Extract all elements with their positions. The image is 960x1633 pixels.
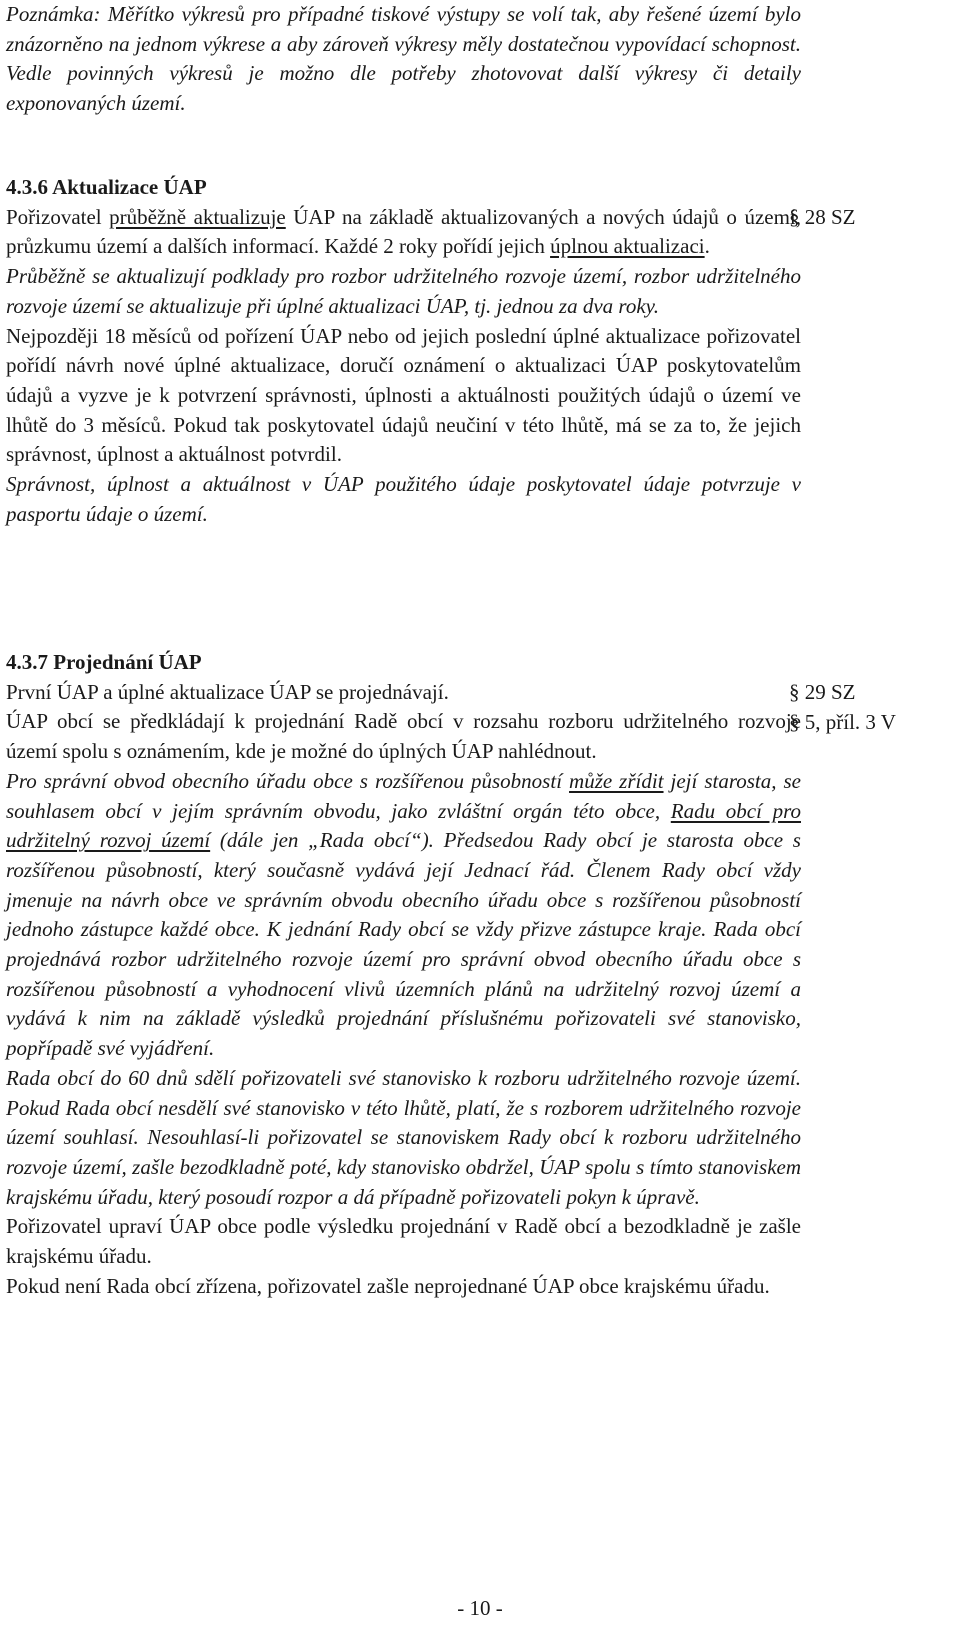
- council-paragraph: [6, 767, 801, 1064]
- note-paragraph: Poznámka: Měřítko výkresů pro případné tiskové výstupy se volí tak, aby řešené území bylo znázorněno na jednom výkrese a aby zároveň výkresy měly dostatečnou vypovídací schopnost. Vedle povinných výkresů je možno dle potřeby zhotovovat další výkresy či detaily exponovaných území.: [6, 2, 801, 116]
- section-4-3-6: [6, 173, 801, 529]
- underlined-text: může zřídit: [569, 768, 664, 793]
- text-span: ÚAP na základě aktualizovaných a nových údajů o území, průzkumu území a dalších informací. Každé 2 roky pořídí jejich: [6, 204, 801, 259]
- note-block: [6, 0, 801, 119]
- body-paragraph: Pořizovatel upraví ÚAP obce podle výsledku projednání v Radě obcí a bezodkladně je zašle krajskému úřadu.: [6, 1214, 801, 1269]
- margin-reference: § 28 SZ: [789, 205, 856, 229]
- update-paragraph: [6, 203, 801, 262]
- text-span: Pořizovatel: [6, 204, 110, 229]
- text-span: Pro správní obvod obecního úřadu obce s rozšířenou působností: [6, 768, 570, 793]
- body-paragraph: Pokud není Rada obcí zřízena, pořizovatel zašle neprojednané ÚAP obce krajskému úřadu.: [6, 1273, 770, 1298]
- body-paragraph: ÚAP obcí se předkládají k projednání Radě obcí v rozsahu rozboru udržitelného rozvoje území spolu s oznámením, kde je možné do úplných ÚAP nahlédnout.: [6, 709, 801, 764]
- margin-reference: § 5, příl. 3 V: [789, 710, 896, 734]
- margin-reference: § 29 SZ: [789, 680, 856, 704]
- italic-paragraph: Průběžně se aktualizují podklady pro rozbor udržitelného rozvoje území, rozbor udržitelného rozvoje území se aktualizuje při úplné aktualizaci ÚAP, tj. jednou za dva roky.: [6, 264, 801, 318]
- section-4-3-7: [6, 648, 801, 1301]
- italic-paragraph: Rada obcí do 60 dnů sdělí pořizovateli své stanovisko k rozboru udržitelného rozvoje území. Pokud Rada obcí nesdělí své stanovisko v této lhůtě, platí, že s rozborem udržitelného rozvoje území souhlasí. Nesouhlasí-li pořizovatel se stanoviskem Rady obcí k rozboru udržitelného rozvoje území, zašle bezodkladně poté, kdy stanovisko obdržel, ÚAP spolu s tímto stanoviskem krajskému úřadu, který posoudí rozpor a dá případně pořizovateli pokyn k úpravě.: [6, 1065, 801, 1209]
- text-span: (dále jen „Rada obcí“). Předsedou Rady obcí je starosta obce s rozšířenou působností, který současně vydává její Jednací řád. Členem Rady obcí vždy jmenuje na návrh obce ve správním obvodu obecního úřadu obce s rozšířenou působností jednoho zástupce každé obce. K jednání Rady obcí se vždy přizve zástupce kraje. Rada obcí projednává rozbor udržitelného rozvoje území pro správní obvod obecního úřadu obce s rozšířenou působností a vyhodnocení vlivů územních plánů na udržitelný rozvoj území a vydává k nim na základě výsledků projednání příslušnému pořizovateli své stanovisko, popřípadě své vyjádření.: [6, 828, 801, 1061]
- text-span: .: [704, 234, 710, 259]
- underlined-text: úplnou aktualizaci: [550, 234, 705, 259]
- page-number: - 10 -: [457, 1596, 503, 1620]
- italic-paragraph: Správnost, úplnost a aktuálnost v ÚAP použitého údaje poskytovatel údaje potvrzuje v pasportu údaje o území.: [6, 472, 801, 526]
- document-page: [6, 0, 960, 1633]
- underlined-text: Radu obcí pro udržitelný rozvoj území: [6, 798, 801, 853]
- text-span: její starosta, se souhlasem obcí v jejím správním obvodu, jako zvláštní orgán této obce,: [6, 768, 801, 823]
- deadline-paragraph: Nejpozději 18 měsíců od pořízení ÚAP nebo od jejich poslední úplné aktualizace pořizovatel pořídí návrh nové úplné aktualizace, doručí oznámení o aktualizaci ÚAP poskytovatelům údajů a vyzve je k potvrzení správnosti, úplnosti a aktuálnosti použitých údajů o území ve lhůtě do 3 měsíců. Pokud tak poskytovatel údajů neučiní v této lhůtě, má se za to, že jejich správnost, úplnost a aktuálnost potvrdil.: [6, 323, 801, 467]
- body-paragraph: První ÚAP a úplné aktualizace ÚAP se projednávají.: [6, 679, 449, 704]
- section-heading: 4.3.6 Aktualizace ÚAP: [6, 175, 207, 199]
- section-heading: 4.3.7 Projednání ÚAP: [6, 650, 202, 674]
- underlined-text: průběžně aktualizuje: [109, 204, 286, 229]
